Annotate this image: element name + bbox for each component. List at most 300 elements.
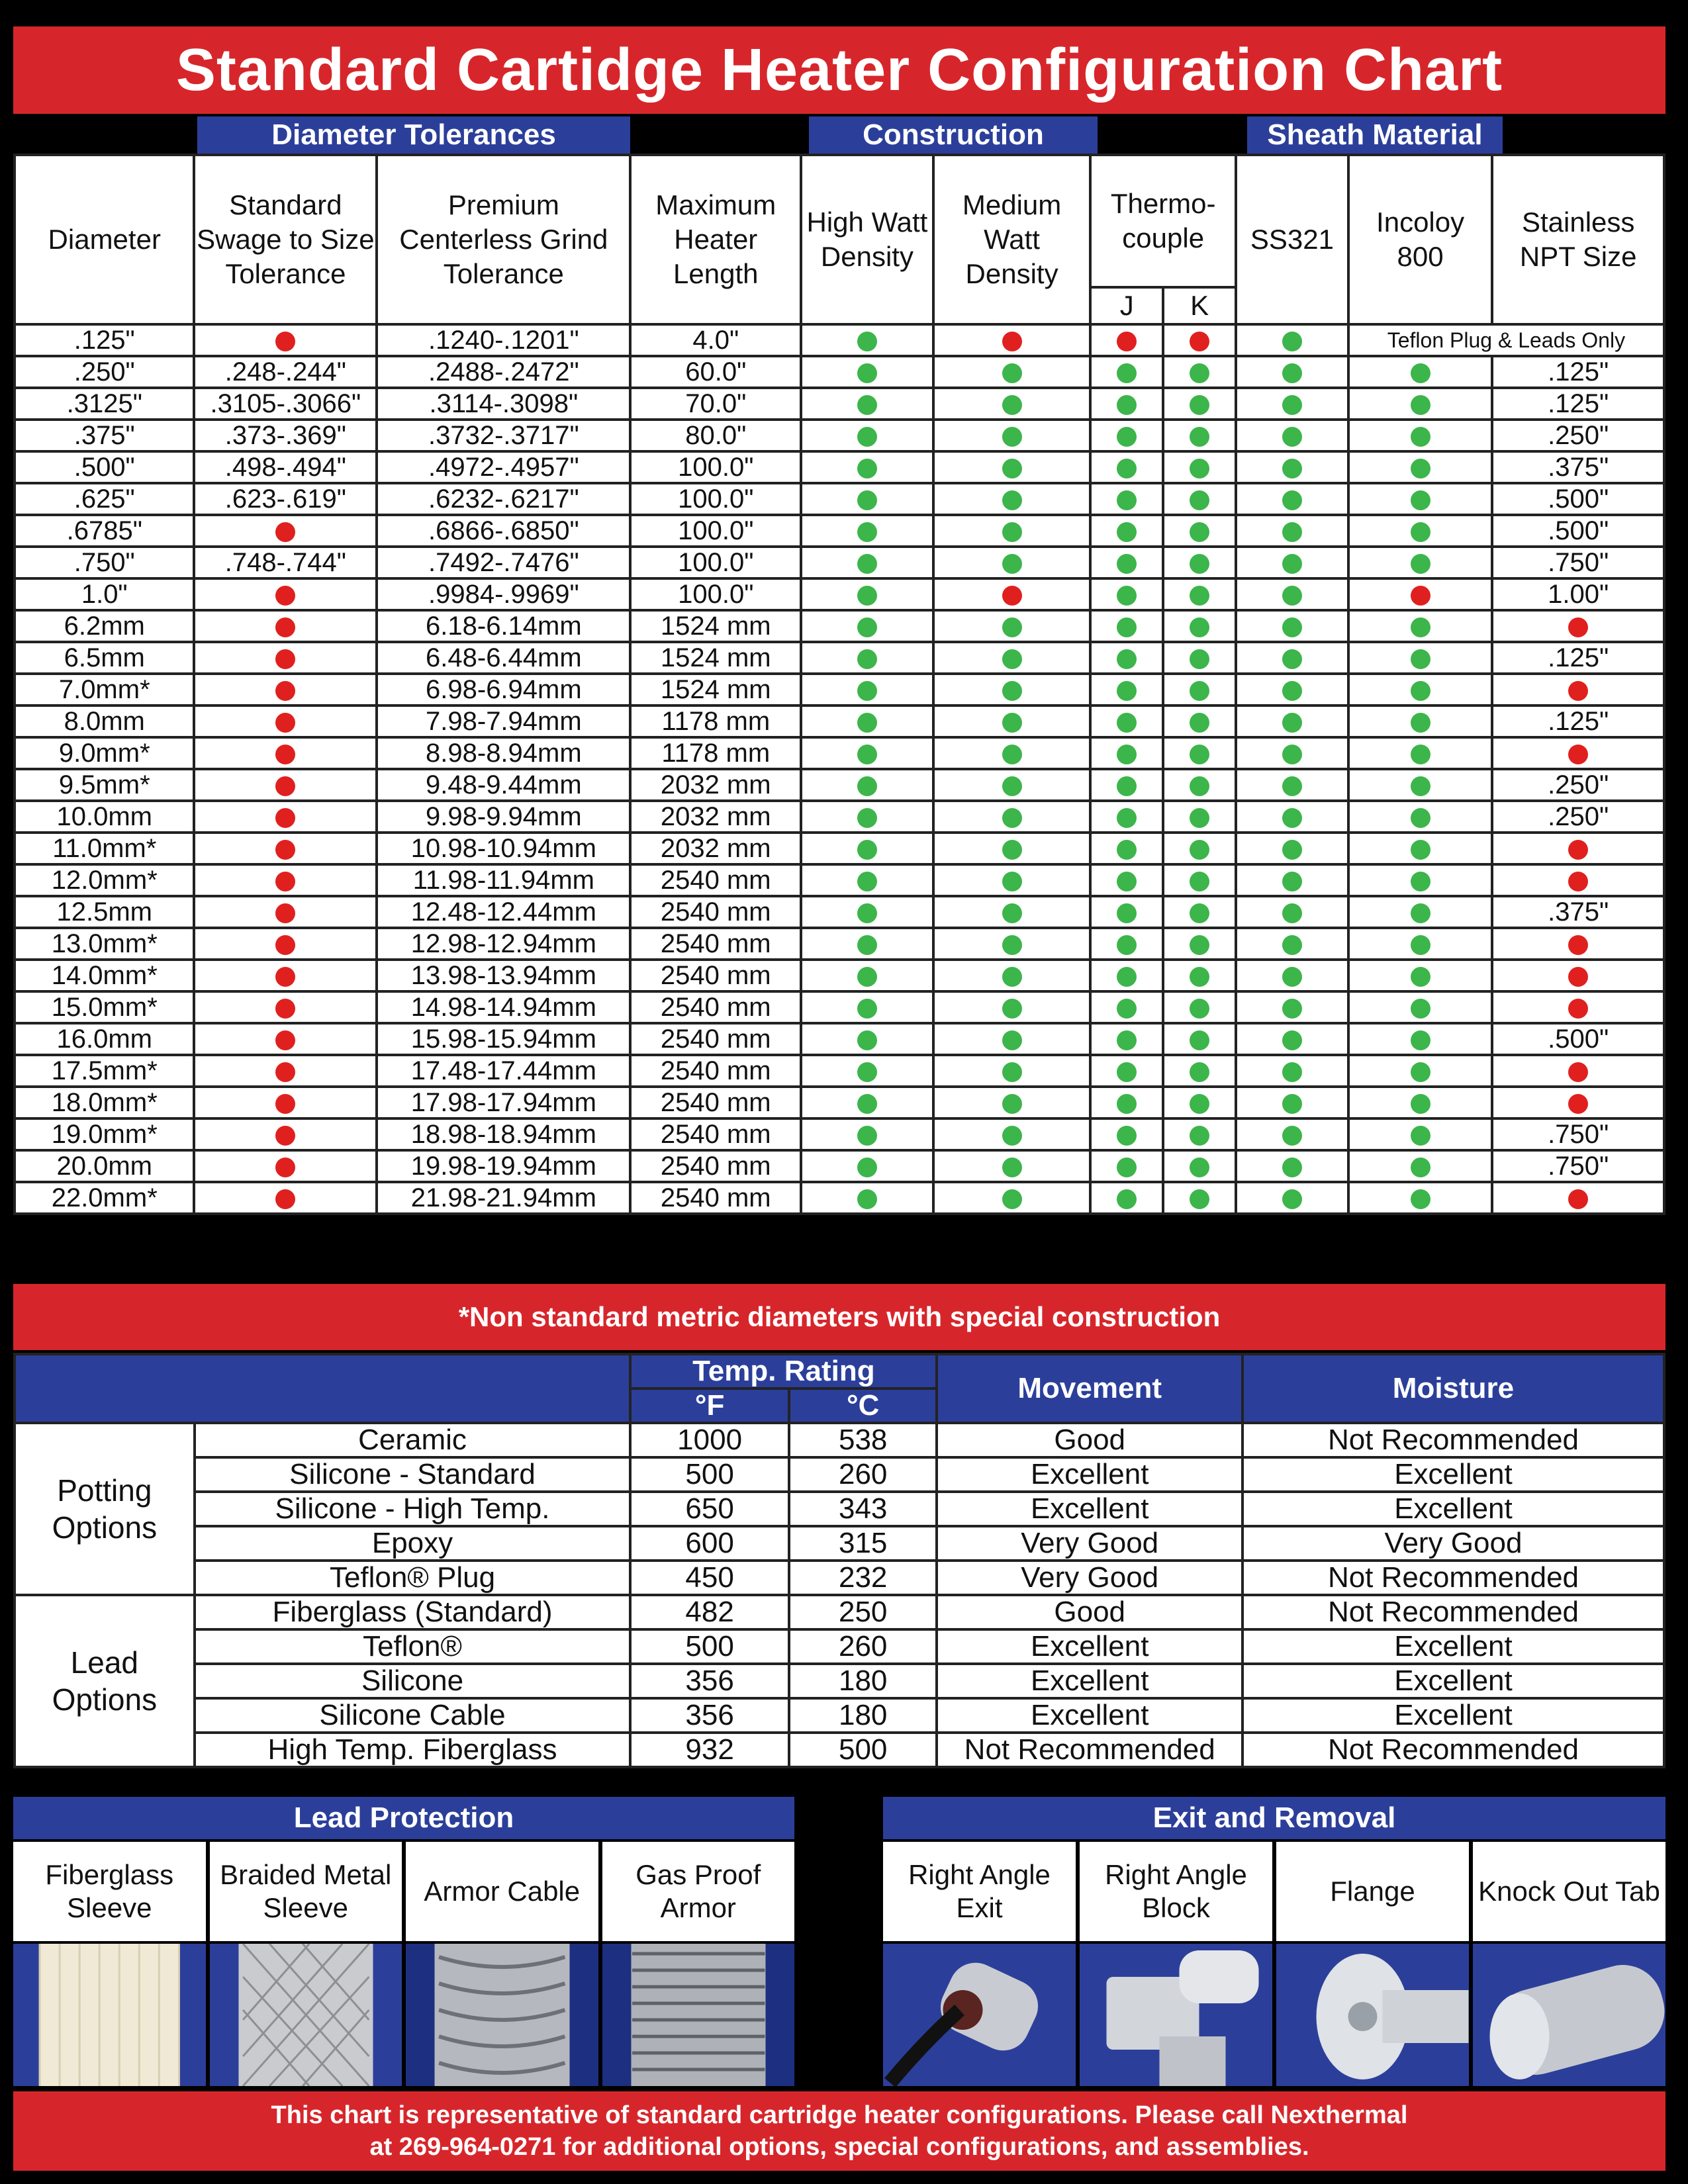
- cell-moisture: Excellent: [1243, 1664, 1664, 1698]
- cell-name: Silicone Cable: [195, 1698, 631, 1733]
- available-dot: [1282, 459, 1302, 478]
- cell-npt: .750": [1492, 1118, 1664, 1150]
- cell-j: [1090, 737, 1163, 769]
- cell-j: [1090, 833, 1163, 864]
- cell-length: 80.0": [630, 420, 801, 451]
- cell-high-watt: [801, 928, 933, 960]
- cell-j: [1090, 960, 1163, 991]
- table-row: [15, 1150, 1664, 1182]
- available-dot: [857, 1030, 877, 1050]
- available-dot: [1117, 808, 1137, 828]
- flange-image: [1276, 1944, 1469, 2086]
- cell-high-watt: [801, 1023, 933, 1055]
- unavailable-dot: [275, 872, 295, 891]
- cell-name: Teflon® Plug: [195, 1561, 631, 1595]
- right-angle-exit-image: [883, 1944, 1076, 2086]
- col-medium-watt: Medium Watt Density: [933, 155, 1091, 324]
- cell-j: [1090, 388, 1163, 420]
- available-dot: [1282, 1189, 1302, 1209]
- available-dot: [857, 840, 877, 860]
- cell-npt: .750": [1492, 1150, 1664, 1182]
- cell-j: [1090, 1150, 1163, 1182]
- armor-cable-image: [406, 1944, 598, 2086]
- cell-incoloy: [1348, 1150, 1493, 1182]
- available-dot: [1282, 1094, 1302, 1114]
- cell-incoloy: [1348, 896, 1493, 928]
- available-dot: [1117, 1030, 1137, 1050]
- available-dot: [1411, 490, 1430, 510]
- cell-high-watt: [801, 451, 933, 483]
- col-unit-c: °C: [789, 1388, 937, 1423]
- cell-f: 500: [630, 1629, 789, 1664]
- cell-j: [1090, 1023, 1163, 1055]
- available-dot: [1411, 967, 1430, 987]
- cell-grind: .3732-.3717": [377, 420, 630, 451]
- right-angle-block-image: [1080, 1944, 1272, 2086]
- cell-medium-watt: [933, 674, 1091, 705]
- cell-medium-watt: [933, 896, 1091, 928]
- unavailable-dot: [275, 840, 295, 860]
- cell-k: [1163, 833, 1236, 864]
- cell-length: 100.0": [630, 578, 801, 610]
- available-dot: [1282, 395, 1302, 415]
- cell-high-watt: [801, 674, 933, 705]
- available-dot: [1190, 649, 1209, 669]
- unavailable-dot: [1568, 1094, 1588, 1114]
- cell-medium-watt: [933, 991, 1091, 1023]
- cell-swage: [194, 674, 377, 705]
- available-dot: [1190, 586, 1209, 606]
- available-dot: [1190, 967, 1209, 987]
- unavailable-dot: [275, 649, 295, 669]
- cell-j: [1090, 483, 1163, 515]
- available-dot: [857, 522, 877, 542]
- cell-k: [1163, 737, 1236, 769]
- cell-diameter: .750": [15, 547, 194, 578]
- cell-k: [1163, 1118, 1236, 1150]
- col-k: K: [1163, 287, 1236, 324]
- cell-name: High Temp. Fiberglass: [195, 1733, 631, 1767]
- braided-metal-sleeve-image: [210, 1944, 402, 2086]
- available-dot: [1117, 363, 1137, 383]
- available-dot: [1411, 427, 1430, 447]
- cell-grind: 12.98-12.94mm: [377, 928, 630, 960]
- available-dot: [1282, 427, 1302, 447]
- cell-incoloy: [1348, 674, 1493, 705]
- cell-high-watt: [801, 388, 933, 420]
- available-dot: [857, 427, 877, 447]
- cell-ss321: [1236, 705, 1348, 737]
- cell-swage: [194, 737, 377, 769]
- cell-swage: [194, 705, 377, 737]
- cell-high-watt: [801, 1055, 933, 1087]
- cell-k: [1163, 483, 1236, 515]
- available-dot: [1411, 713, 1430, 733]
- available-dot: [1411, 1189, 1430, 1209]
- cell-j: [1090, 610, 1163, 642]
- available-dot: [1190, 1158, 1209, 1177]
- available-dot: [1002, 363, 1022, 383]
- table-row: [15, 737, 1664, 769]
- unavailable-dot: [1411, 586, 1430, 606]
- cell-grind: .1240-.1201": [377, 324, 630, 356]
- cell-incoloy: [1348, 483, 1493, 515]
- cell-incoloy: [1348, 960, 1493, 991]
- cell-k: [1163, 674, 1236, 705]
- cell-f: 482: [630, 1595, 789, 1629]
- available-dot: [857, 903, 877, 923]
- unavailable-dot: [1568, 872, 1588, 891]
- col-moisture: Moisture: [1243, 1354, 1664, 1423]
- options-row: [15, 1629, 1664, 1664]
- available-dot: [1282, 745, 1302, 764]
- cell-length: 1178 mm: [630, 737, 801, 769]
- cell-medium-watt: [933, 1055, 1091, 1087]
- cell-ss321: [1236, 1087, 1348, 1118]
- available-dot: [1190, 713, 1209, 733]
- unavailable-dot: [275, 935, 295, 955]
- available-dot: [1282, 840, 1302, 860]
- cell-length: 2540 mm: [630, 1023, 801, 1055]
- options-row: [15, 1423, 1664, 1457]
- cell-swage: .3105-.3066": [194, 388, 377, 420]
- unavailable-dot: [275, 332, 295, 351]
- footer-bar: [13, 2091, 1665, 2171]
- available-dot: [857, 617, 877, 637]
- available-dot: [1411, 617, 1430, 637]
- cell-length: 2540 mm: [630, 928, 801, 960]
- cell-medium-watt: [933, 483, 1091, 515]
- col-grind-tolerance: Premium Centerless Grind Tolerance: [377, 155, 630, 324]
- cell-incoloy: [1348, 356, 1493, 388]
- cell-npt: [1492, 864, 1664, 896]
- cell-name: Silicone - Standard: [195, 1457, 631, 1492]
- cell-j: [1090, 578, 1163, 610]
- card-braided-metal-sleeve: Braided Metal Sleeve: [210, 1842, 402, 1941]
- table-row: [15, 642, 1664, 674]
- cell-swage: .748-.744": [194, 547, 377, 578]
- available-dot: [1411, 776, 1430, 796]
- cell-grind: 12.48-12.44mm: [377, 896, 630, 928]
- cell-medium-watt: [933, 928, 1091, 960]
- cell-swage: [194, 610, 377, 642]
- cell-j: [1090, 896, 1163, 928]
- cell-diameter: 12.0mm*: [15, 864, 194, 896]
- available-dot: [857, 935, 877, 955]
- table-row: [15, 960, 1664, 991]
- cell-j: [1090, 324, 1163, 356]
- available-dot: [1002, 554, 1022, 574]
- table-row: [15, 801, 1664, 833]
- cell-npt: [1492, 991, 1664, 1023]
- cell-diameter: 9.5mm*: [15, 769, 194, 801]
- exit-removal-images: [883, 1944, 1665, 2086]
- available-dot: [1190, 1030, 1209, 1050]
- cell-k: [1163, 1023, 1236, 1055]
- cell-high-watt: [801, 864, 933, 896]
- cell-length: 1178 mm: [630, 705, 801, 737]
- available-dot: [1282, 1030, 1302, 1050]
- table-row: [15, 896, 1664, 928]
- cell-incoloy: [1348, 1182, 1493, 1214]
- cell-j: [1090, 515, 1163, 547]
- cell-length: 100.0": [630, 547, 801, 578]
- header-construction: Construction: [809, 116, 1098, 154]
- cell-k: [1163, 610, 1236, 642]
- cell-ss321: [1236, 801, 1348, 833]
- cell-npt: .125": [1492, 356, 1664, 388]
- col-incoloy: Incoloy 800: [1348, 155, 1493, 324]
- cell-k: [1163, 864, 1236, 896]
- cell-npt: .500": [1492, 515, 1664, 547]
- cell-high-watt: [801, 833, 933, 864]
- cell-grind: 10.98-10.94mm: [377, 833, 630, 864]
- cell-grind: .2488-.2472": [377, 356, 630, 388]
- cell-npt: [1492, 833, 1664, 864]
- cell-swage: [194, 578, 377, 610]
- available-dot: [1282, 999, 1302, 1019]
- cell-f: 650: [630, 1492, 789, 1526]
- cell-medium-watt: [933, 388, 1091, 420]
- cell-npt-note: Teflon Plug & Leads Only: [1348, 324, 1664, 356]
- footer-line-2: at 269-964-0271 for additional options, special configurations, and assemblies.: [369, 2133, 1309, 2161]
- unavailable-dot: [275, 808, 295, 828]
- options-row: [15, 1664, 1664, 1698]
- cell-diameter: 10.0mm: [15, 801, 194, 833]
- cell-length: 2032 mm: [630, 833, 801, 864]
- cell-diameter: 22.0mm*: [15, 1182, 194, 1214]
- cell-ss321: [1236, 991, 1348, 1023]
- available-dot: [1411, 808, 1430, 828]
- cell-npt: .375": [1492, 451, 1664, 483]
- exit-removal-title: Exit and Removal: [883, 1797, 1665, 1839]
- available-dot: [1002, 1094, 1022, 1114]
- cell-incoloy: [1348, 769, 1493, 801]
- cell-length: 2540 mm: [630, 991, 801, 1023]
- unavailable-dot: [275, 1126, 295, 1146]
- card-right-angle-block: Right Angle Block: [1080, 1842, 1272, 1941]
- available-dot: [1117, 776, 1137, 796]
- col-max-length: Maximum Heater Length: [630, 155, 801, 324]
- options-header-blank: [15, 1354, 630, 1423]
- table-row: [15, 547, 1664, 578]
- cell-npt: .250": [1492, 420, 1664, 451]
- cell-diameter: 7.0mm*: [15, 674, 194, 705]
- unavailable-dot: [275, 999, 295, 1019]
- cell-f: 356: [630, 1664, 789, 1698]
- available-dot: [1117, 872, 1137, 891]
- cell-k: [1163, 705, 1236, 737]
- lead-protection-title: Lead Protection: [13, 1797, 794, 1839]
- cell-grind: 18.98-18.94mm: [377, 1118, 630, 1150]
- available-dot: [1190, 617, 1209, 637]
- cell-incoloy: [1348, 928, 1493, 960]
- cell-length: 2540 mm: [630, 896, 801, 928]
- cell-ss321: [1236, 578, 1348, 610]
- table-row: [15, 928, 1664, 960]
- cell-diameter: .250": [15, 356, 194, 388]
- cell-name: Ceramic: [195, 1423, 631, 1457]
- col-swage-tolerance: Standard Swage to Size Tolerance: [194, 155, 377, 324]
- unavailable-dot: [275, 681, 295, 701]
- available-dot: [1282, 1126, 1302, 1146]
- unavailable-dot: [1568, 967, 1588, 987]
- table-row: [15, 769, 1664, 801]
- cell-moisture: Not Recommended: [1243, 1561, 1664, 1595]
- available-dot: [1282, 967, 1302, 987]
- cell-moisture: Excellent: [1243, 1492, 1664, 1526]
- cell-ss321: [1236, 547, 1348, 578]
- cell-medium-watt: [933, 864, 1091, 896]
- cell-length: 100.0": [630, 515, 801, 547]
- available-dot: [1190, 395, 1209, 415]
- options-row: [15, 1595, 1664, 1629]
- unavailable-dot: [275, 1158, 295, 1177]
- cell-ss321: [1236, 642, 1348, 674]
- cell-diameter: 17.5mm*: [15, 1055, 194, 1087]
- available-dot: [1282, 554, 1302, 574]
- cell-high-watt: [801, 769, 933, 801]
- available-dot: [1411, 999, 1430, 1019]
- cell-c: 260: [789, 1629, 937, 1664]
- cell-movement: Excellent: [937, 1698, 1243, 1733]
- available-dot: [857, 1189, 877, 1209]
- available-dot: [1411, 745, 1430, 764]
- card-flange: Flange: [1276, 1842, 1469, 1941]
- available-dot: [1282, 586, 1302, 606]
- available-dot: [1002, 1189, 1022, 1209]
- cell-j: [1090, 769, 1163, 801]
- cell-ss321: [1236, 737, 1348, 769]
- col-temp-rating: Temp. Rating: [630, 1354, 937, 1388]
- cell-medium-watt: [933, 801, 1091, 833]
- available-dot: [1282, 713, 1302, 733]
- unavailable-dot: [1568, 681, 1588, 701]
- options-table: [13, 1353, 1665, 1768]
- available-dot: [1411, 522, 1430, 542]
- available-dot: [1411, 363, 1430, 383]
- cell-medium-watt: [933, 960, 1091, 991]
- cell-k: [1163, 356, 1236, 388]
- cell-name: Epoxy: [195, 1526, 631, 1561]
- cell-diameter: .500": [15, 451, 194, 483]
- cell-moisture: Not Recommended: [1243, 1595, 1664, 1629]
- cell-grind: .6866-.6850": [377, 515, 630, 547]
- cell-f: 932: [630, 1733, 789, 1767]
- available-dot: [1282, 808, 1302, 828]
- cell-high-watt: [801, 991, 933, 1023]
- available-dot: [1117, 903, 1137, 923]
- cell-c: 500: [789, 1733, 937, 1767]
- knock-out-tab-image: [1473, 1944, 1665, 2086]
- available-dot: [1411, 681, 1430, 701]
- cell-j: [1090, 1087, 1163, 1118]
- available-dot: [1190, 1094, 1209, 1114]
- cell-high-watt: [801, 1182, 933, 1214]
- cell-c: 180: [789, 1698, 937, 1733]
- available-dot: [1411, 903, 1430, 923]
- options-row: [15, 1492, 1664, 1526]
- cell-j: [1090, 547, 1163, 578]
- cell-j: [1090, 674, 1163, 705]
- potting-options-label: Potting Options: [15, 1423, 195, 1595]
- cell-swage: [194, 991, 377, 1023]
- cell-incoloy: [1348, 705, 1493, 737]
- cell-j: [1090, 356, 1163, 388]
- cell-swage: [194, 864, 377, 896]
- cell-high-watt: [801, 578, 933, 610]
- available-dot: [857, 490, 877, 510]
- cell-grind: 17.98-17.94mm: [377, 1087, 630, 1118]
- cell-length: 2540 mm: [630, 1150, 801, 1182]
- unavailable-dot: [1002, 332, 1022, 351]
- table-row: [15, 1023, 1664, 1055]
- cell-medium-watt: [933, 833, 1091, 864]
- cell-swage: [194, 1118, 377, 1150]
- cell-grind: 15.98-15.94mm: [377, 1023, 630, 1055]
- cell-f: 500: [630, 1457, 789, 1492]
- cell-j: [1090, 1182, 1163, 1214]
- cell-medium-watt: [933, 705, 1091, 737]
- available-dot: [857, 681, 877, 701]
- cell-npt: [1492, 1055, 1664, 1087]
- unavailable-dot: [275, 713, 295, 733]
- available-dot: [1117, 522, 1137, 542]
- available-dot: [857, 776, 877, 796]
- cell-medium-watt: [933, 642, 1091, 674]
- available-dot: [1002, 840, 1022, 860]
- cell-f: 450: [630, 1561, 789, 1595]
- configuration-table-body: [15, 324, 1664, 1214]
- col-high-watt: High Watt Density: [801, 155, 933, 324]
- cell-grind: .9984-.9969": [377, 578, 630, 610]
- cell-j: [1090, 420, 1163, 451]
- cell-diameter: .125": [15, 324, 194, 356]
- unavailable-dot: [1568, 1062, 1588, 1082]
- unavailable-dot: [275, 522, 295, 542]
- cell-movement: Not Recommended: [937, 1733, 1243, 1767]
- cell-incoloy: [1348, 1023, 1493, 1055]
- available-dot: [1117, 1094, 1137, 1114]
- cell-movement: Very Good: [937, 1561, 1243, 1595]
- lead-protection-images: [13, 1944, 794, 2086]
- available-dot: [1411, 872, 1430, 891]
- cell-medium-watt: [933, 610, 1091, 642]
- cell-k: [1163, 1055, 1236, 1087]
- available-dot: [1002, 1158, 1022, 1177]
- cell-grind: 9.48-9.44mm: [377, 769, 630, 801]
- cell-grind: .4972-.4957": [377, 451, 630, 483]
- cell-ss321: [1236, 833, 1348, 864]
- card-right-angle-exit: Right Angle Exit: [883, 1842, 1076, 1941]
- cell-grind: 6.18-6.14mm: [377, 610, 630, 642]
- cell-swage: [194, 833, 377, 864]
- available-dot: [1002, 427, 1022, 447]
- cell-incoloy: [1348, 833, 1493, 864]
- cell-swage: [194, 1023, 377, 1055]
- cell-ss321: [1236, 1023, 1348, 1055]
- cell-medium-watt: [933, 737, 1091, 769]
- header-diameter-tolerances: Diameter Tolerances: [197, 116, 630, 154]
- cell-high-watt: [801, 705, 933, 737]
- cell-moisture: Not Recommended: [1243, 1733, 1664, 1767]
- available-dot: [1002, 681, 1022, 701]
- cell-incoloy: [1348, 451, 1493, 483]
- cell-f: 356: [630, 1698, 789, 1733]
- available-dot: [1117, 490, 1137, 510]
- unavailable-dot: [275, 1062, 295, 1082]
- cell-movement: Excellent: [937, 1457, 1243, 1492]
